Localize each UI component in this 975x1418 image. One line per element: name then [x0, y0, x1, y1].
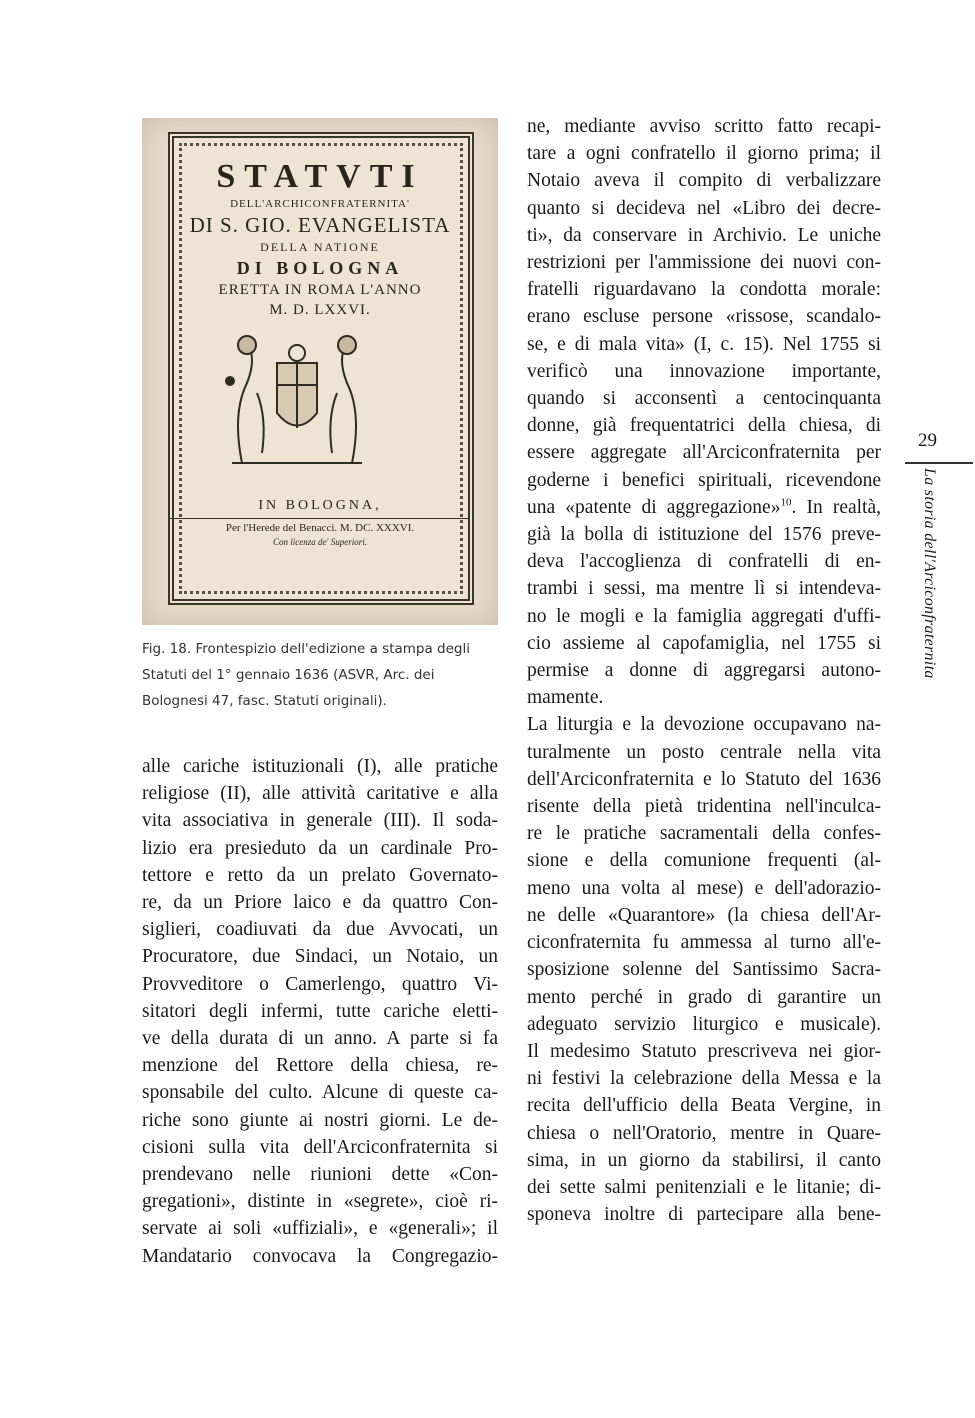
text-line: erano escluse persone «rissose, scandalo-	[527, 306, 881, 328]
text-line: tare a ogni confratello il giorno prima; il	[527, 143, 881, 165]
text-line: Mandatario convocava la Congregazio-	[142, 1245, 498, 1267]
title-page-text	[164, 158, 476, 320]
text-line: trambi i sessi, ma mentre lì si intendeva-	[527, 578, 881, 600]
text-line: goderne i benefici spirituali, ricevendone	[527, 469, 881, 491]
text-line: vita associativa in generale (III). Il soda-	[142, 810, 498, 832]
page-number: 29	[918, 430, 937, 451]
title-line: M. D. LXXVI.	[269, 302, 371, 318]
figure-caption	[142, 636, 502, 714]
text-line: religiose (II), alle attività caritative e alla	[142, 783, 498, 805]
imprint-printer: Per l'Herede del Benacci. M. DC. XXXVI.	[225, 522, 415, 534]
text-line: sione e della comunione frequenti (al-	[527, 850, 881, 872]
text-line: cisioni sulla vita dell'Arciconfraternita si	[142, 1136, 498, 1158]
imprint-license: Con licenza de' Superiori.	[273, 537, 367, 547]
text-line: alle cariche istituzionali (I), alle pratiche	[142, 756, 498, 777]
text-line: re le pratiche sacramentali della confes-	[527, 823, 881, 845]
title-line: STATVTI	[216, 158, 424, 195]
text-line: ciconfraternita fu ammessa al turno all'e-	[527, 932, 881, 954]
text-line: turalmente un posto centrale nella vita	[527, 741, 881, 763]
text-line: sima, in un giorno da stabilirsi, il canto	[527, 1149, 881, 1171]
text-line: ti», da conservare in Archivio. Le uniche	[527, 224, 881, 246]
text-line: quando si acconsentì a centocinquanta	[527, 388, 881, 410]
text-line: re, da un Priore laico e da quattro Con-	[142, 892, 498, 914]
text-line: già la bolla di istituzione del 1576 preve-	[527, 524, 881, 546]
text-line: Notaio aveva il compito di verbalizzare	[527, 170, 881, 192]
text-line: prendevano nelle riunioni dette «Con-	[142, 1164, 498, 1186]
title-line: DELLA NATIONE	[260, 240, 380, 254]
text-line: deva l'accoglienza di confratelli di en-	[527, 551, 881, 573]
right-column-text	[527, 113, 881, 1228]
running-head: La storia dell'Arciconfraternita	[921, 468, 938, 679]
text-line: servate ai soli «uffiziali», e «generali»; il	[142, 1218, 498, 1240]
text-line: ve della durata di un anno. A parte si fa	[142, 1028, 498, 1050]
text-line: ni festivi la celebrazione della Messa e la	[527, 1068, 881, 1090]
left-column-text	[142, 753, 498, 1270]
title-line: DELL'ARCHICONFRATERNITA'	[230, 198, 410, 210]
text-line: Provveditore o Camerlengo, quattro Vi-	[142, 973, 498, 995]
text-line: donne, già frequentatrici della chiesa, di	[527, 415, 881, 437]
text-line: recita dell'ufficio della Beata Vergine, in	[527, 1095, 881, 1117]
text-line: mento perché in grado di garantire un	[527, 986, 881, 1008]
text-line: se, e di mala vita» (I, c. 15). Nel 1755 si	[527, 333, 881, 355]
text-line: sponsabile del culto. Alcune di queste ca-	[142, 1082, 498, 1104]
text-line: menzione del Rettore della chiesa, re-	[142, 1055, 498, 1077]
text-line: risente della pietà tridentina nell'inculca-	[527, 796, 881, 818]
text-line: Procuratore, due Sindaci, un Notaio, un	[142, 946, 498, 968]
caption-line: Bolognesi 47, fasc. Statuti originali).	[142, 693, 387, 709]
text-line: sponeva inoltre di partecipare alla bene-	[527, 1204, 881, 1226]
text-line: Il medesimo Statuto prescriveva nei gior-	[527, 1040, 881, 1062]
text-line: dell'Arciconfraternita e lo Statuto del 1636	[527, 768, 881, 790]
text-line: chiesa o nell'Oratorio, mentre in Quare-	[527, 1122, 881, 1144]
text-line: no le mogli e la famiglia aggregati d'uffi-	[527, 605, 881, 627]
text-line: La liturgia e la devozione occupavano na-	[527, 714, 881, 736]
text-line: permise a donne di aggregarsi autono-	[527, 660, 881, 682]
imprint-place: IN BOLOGNA,	[258, 498, 382, 513]
imprint	[164, 496, 476, 548]
text-line: dei sette salmi penitenziali e le litanie; di-	[527, 1176, 881, 1198]
text-fragment: . In realtà,	[791, 496, 881, 518]
margin-rule	[905, 462, 973, 464]
text-line: ne, mediante avviso scritto fatto recapi-	[527, 116, 881, 137]
text-line: ne delle «Quarantore» (la chiesa dell'Ar-	[527, 904, 881, 926]
text-line: fratelli riguardavano la condotta morale:	[527, 279, 881, 301]
caption-line: Fig. 18. Frontespizio dell'edizione a stampa degli	[142, 641, 470, 657]
text-line: lizio era presieduto da un cardinale Pro-	[142, 837, 498, 859]
text-line: riche sono giunte ai nostri giorni. Le de-	[142, 1109, 498, 1131]
coat-of-arms-icon	[202, 323, 392, 473]
title-line: DI S. GIO. EVANGELISTA	[189, 213, 451, 237]
text-line: siglieri, coadiuvati da due Avvocati, un	[142, 919, 498, 941]
caption-line: Statuti del 1° gennaio 1636 (ASVR, Arc. dei	[142, 667, 435, 683]
text-fragment: una «patente di aggregazione»	[527, 496, 781, 518]
text-line: quanto si decideva nel «Libro dei decre-	[527, 197, 881, 219]
imprint-rule	[170, 518, 470, 519]
text-line: verificò una innovazione importante,	[527, 360, 881, 382]
text-line: cio assieme al capofamiglia, nel 1755 si	[527, 632, 881, 654]
text-line: restrizioni per l'ammissione dei nuovi con-	[527, 252, 881, 274]
text-line: gregationi», distinte in «segrete», cioè ri-	[142, 1191, 498, 1213]
title-line: DI BOLOGNA	[236, 258, 404, 278]
text-line: meno una volta al mese) e dell'adorazio-	[527, 877, 881, 899]
text-line: tettore e retto da un prelato Governato-	[142, 864, 498, 886]
text-line: adeguato servizio liturgico e musicale).	[527, 1013, 881, 1035]
text-line: mamente.	[527, 687, 604, 709]
text-line: essere aggregate all'Arciconfraternita per	[527, 442, 881, 464]
title-page-image	[142, 118, 498, 625]
footnote-ref: 10	[780, 496, 792, 509]
text-line-with-footnote	[527, 494, 881, 521]
text-line: sposizione solenne del Santissimo Sacra-	[527, 959, 881, 981]
text-line: sitatori degli infermi, tutte cariche eletti-	[142, 1000, 498, 1022]
title-line: ERETTA IN ROMA L'ANNO	[218, 282, 422, 298]
